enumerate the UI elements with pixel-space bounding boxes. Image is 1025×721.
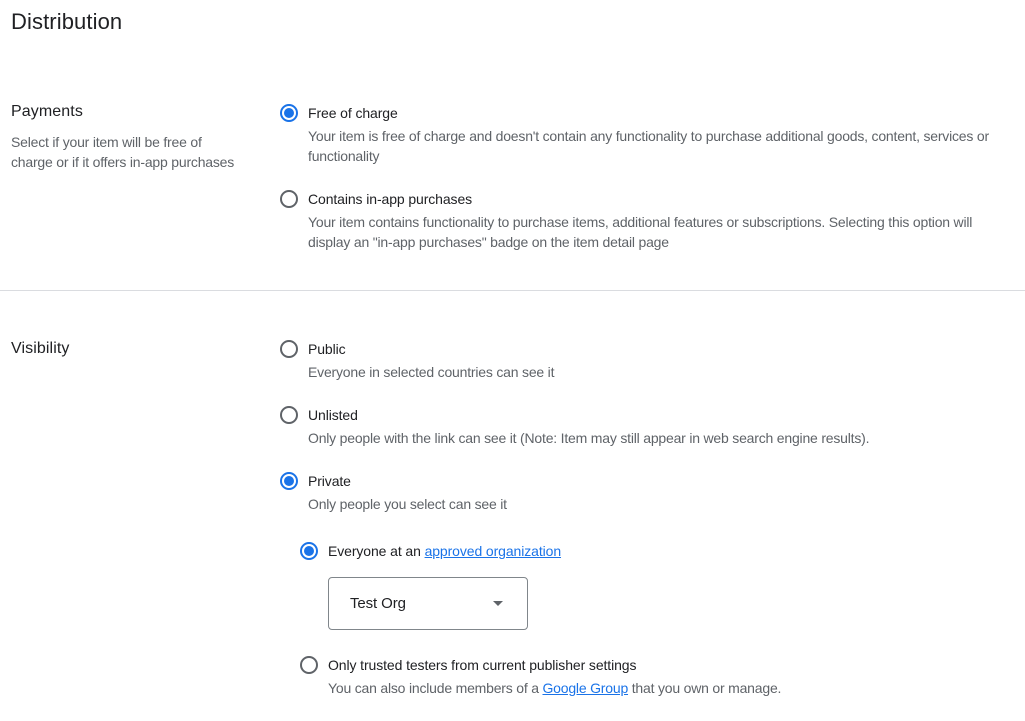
- private-radio[interactable]: [280, 472, 298, 490]
- free-of-charge-label: Free of charge: [308, 105, 398, 121]
- payments-options: [280, 104, 1005, 252]
- approved-organization-body: [328, 542, 561, 630]
- option-free-of-charge[interactable]: [280, 104, 1005, 166]
- visibility-section: [11, 291, 1005, 698]
- organization-select-value: Test Org: [350, 595, 406, 612]
- visibility-heading: Visibility: [11, 340, 70, 357]
- option-unlisted[interactable]: [280, 406, 1005, 448]
- private-label: Private: [308, 473, 351, 489]
- free-of-charge-description: Your item is free of charge and doesn't contain any functionality to purchase additional goods, content, services or functionality: [308, 128, 989, 164]
- dropdown-caret-icon: [493, 601, 503, 606]
- in-app-purchases-body: [308, 190, 1005, 252]
- unlisted-body: [308, 406, 869, 448]
- option-trusted-testers[interactable]: [300, 656, 1005, 698]
- private-body: [308, 472, 507, 514]
- visibility-left-column: [11, 337, 280, 369]
- payments-section: [11, 100, 1005, 290]
- approved-organization-label-prefix: Everyone at an: [328, 543, 425, 559]
- organization-select[interactable]: [328, 577, 528, 630]
- trusted-testers-label: Only trusted testers from current publisher settings: [328, 657, 637, 673]
- option-public[interactable]: [280, 340, 1005, 382]
- payments-heading: Payments: [11, 103, 83, 120]
- trusted-testers-radio[interactable]: [300, 656, 318, 674]
- page-title: Distribution: [11, 9, 123, 34]
- option-approved-organization[interactable]: [300, 542, 1005, 630]
- private-description: Only people you select can see it: [308, 496, 507, 512]
- trusted-testers-description-suffix: that you own or manage.: [628, 680, 782, 696]
- visibility-options: [280, 340, 1005, 698]
- trusted-testers-description: [328, 678, 781, 698]
- option-private[interactable]: [280, 472, 1005, 514]
- option-in-app-purchases[interactable]: [280, 190, 1005, 252]
- in-app-purchases-description: Your item contains functionality to purchase items, additional features or subscriptions. Selecting this option will display an "in-app purchases" badge on the item detail page: [308, 214, 973, 250]
- trusted-testers-body: [328, 656, 781, 698]
- approved-organization-label: [328, 542, 561, 560]
- unlisted-radio[interactable]: [280, 406, 298, 424]
- free-of-charge-radio[interactable]: [280, 104, 298, 122]
- in-app-purchases-label: Contains in-app purchases: [308, 191, 473, 207]
- in-app-purchases-radio[interactable]: [280, 190, 298, 208]
- public-radio[interactable]: [280, 340, 298, 358]
- payments-left-column: [11, 100, 280, 172]
- approved-organization-link[interactable]: approved organization: [424, 543, 562, 559]
- trusted-testers-description-prefix: You can also include members of a: [328, 680, 543, 696]
- free-of-charge-body: [308, 104, 1005, 166]
- approved-organization-radio[interactable]: [300, 542, 318, 560]
- unlisted-label: Unlisted: [308, 407, 358, 423]
- private-suboptions: [300, 542, 1005, 698]
- payments-description: Select if your item will be free of charge or if it offers in-app purchases: [11, 134, 235, 170]
- public-body: [308, 340, 554, 382]
- public-label: Public: [308, 341, 346, 357]
- google-group-link[interactable]: Google Group: [542, 680, 629, 696]
- public-description: Everyone in selected countries can see it: [308, 364, 555, 380]
- unlisted-description: Only people with the link can see it (Note: Item may still appear in web search engine results).: [308, 430, 870, 446]
